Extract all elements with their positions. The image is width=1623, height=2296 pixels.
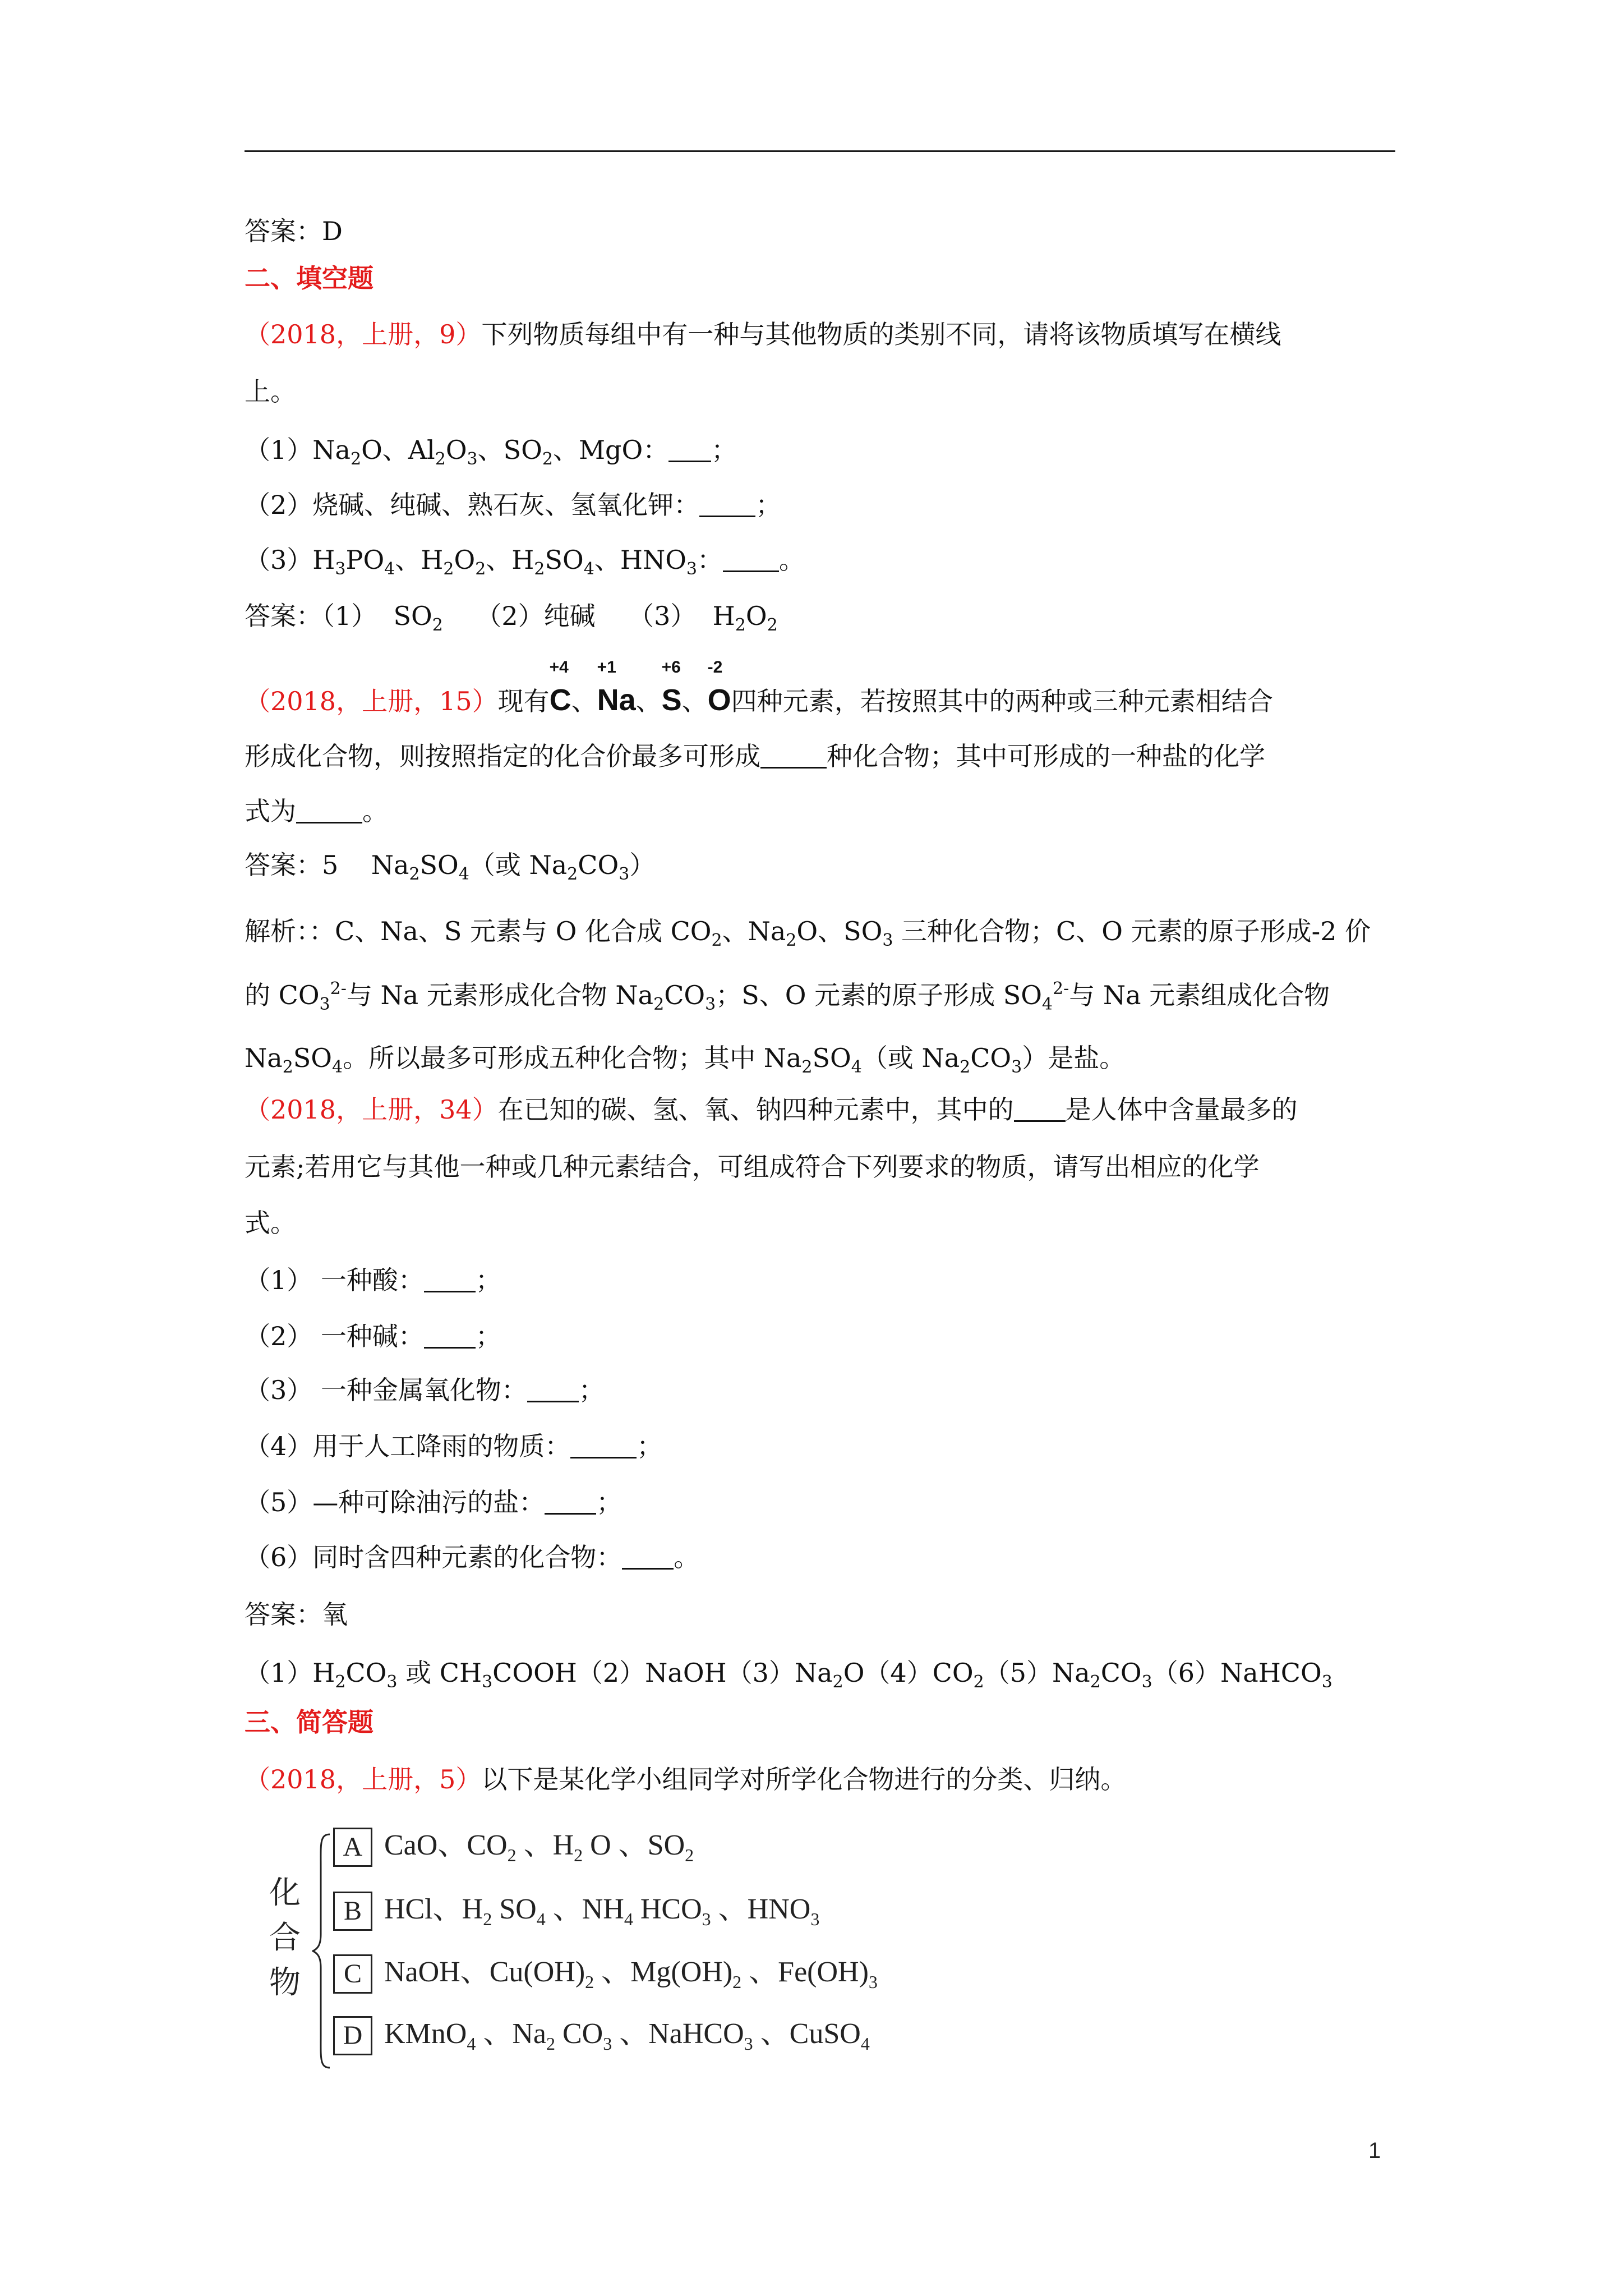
element-s: +6 S	[661, 658, 682, 717]
blank[interactable]	[760, 742, 827, 769]
q3-answer: 答案：氧	[245, 1599, 348, 1630]
q3-answer-detail: $(1)H_2CO_3$ 或 $CH_3COOH(2)NaOH(3)Na_2O(4)CO_2(5)Na_2CO_3(6)NaHCO_3$	[245, 1658, 1332, 1692]
q2-stem-line2: 形成化合物，则按照指定的化合价最多可形成 种化合物；其中可形成的一种盐的化学	[245, 741, 1265, 771]
element-na: +1 Na	[597, 658, 636, 717]
q4-stem: （2018，上册，5）以下是某化学小组同学对所学化合物进行的分类、归纳。	[245, 1764, 1127, 1795]
q2-analysis-line1: 解析：：C、Na、S 元素与 O 化合成 $CO_2$、$Na_2O$、$SO_3$ 三种化合物；C、O 元素的原子形成-2 价	[245, 916, 1371, 950]
page-number: 1	[1368, 2138, 1381, 2163]
blank[interactable]	[545, 1488, 596, 1515]
q3-item5: （5）—种可除油污的盐： ；	[245, 1487, 623, 1517]
q3-item3: （3） 一种金属氧化物： ；	[245, 1375, 605, 1405]
header-rule	[245, 150, 1395, 152]
compound-classification-figure	[269, 1822, 886, 2074]
section3-title: 三、简答题	[245, 1707, 374, 1737]
q1-item2: （2）烧碱、纯碱、熟石灰、氢氧化钾： ；	[245, 490, 782, 520]
blank[interactable]	[424, 1322, 476, 1349]
q3-stem-line1: （2018，上册，34）在已知的碳、氢、氧、钠四种元素中，其中的 是人体中含量最多的	[245, 1094, 1298, 1125]
category-d-box: D	[333, 2016, 372, 2055]
element-c: +4 C	[549, 658, 571, 717]
category-a-formulas: CaO、$CO_2$ 、$H_2$ O 、$SO_2$	[384, 1829, 694, 1865]
q1-stem: 下列物质每组中有一种与其他物质的类别不同，请将该物质填写在横线	[481, 319, 1281, 349]
q4-source: （2018，上册，5）	[245, 1764, 482, 1795]
prev-answer: 答案：D	[245, 216, 343, 246]
blank[interactable]	[1014, 1096, 1066, 1122]
blank[interactable]	[699, 491, 755, 517]
q3-item2: （2） 一种碱： ；	[245, 1321, 501, 1351]
q3-stem-line3: 式。	[245, 1208, 296, 1238]
q1-item3: $(3)H_3PO_4$、$H_2O_2$、$H_2SO_4$、$HNO_3$： 。	[245, 545, 805, 579]
q2-stem-line1: （2018，上册，15）现有 +4 C、 +1 Na、 +6 S、 -2 O四种元素，若按照其中的两种或三种元素相结合	[245, 658, 1273, 717]
q1-source: （2018，上册，9）	[245, 319, 482, 349]
section2-title: 二、填空题	[245, 263, 374, 293]
blank[interactable]	[424, 1266, 476, 1292]
q1-stem-line1	[245, 318, 1281, 351]
q1-stem-line2: 上。	[245, 376, 296, 407]
q2-analysis-line3: $Na_2SO_4$。所以最多可形成五种化合物；其中 $Na_2SO_4$（或 $Na_2CO_3$）是盐。	[245, 1043, 1126, 1077]
element-o: -2 O	[707, 658, 731, 717]
blank[interactable]	[668, 436, 711, 462]
category-d-formulas: KMnO$_4$ 、$Na_2$ $CO_3$ 、NaHCO$_3$ 、CuSO$_4$	[384, 2018, 870, 2054]
q2-analysis-line2: 的 $CO_3^{2-}$与 Na 元素形成化合物 $Na_2CO_3$；S、O 元素的原子形成 $SO_4^{2-}$与 Na 元素组成化合物	[245, 979, 1330, 1014]
group-label-char: 物	[269, 1964, 301, 2001]
blank[interactable]	[527, 1376, 579, 1402]
category-a-box: A	[333, 1828, 372, 1867]
category-c-box: C	[333, 1954, 372, 1994]
group-label-char: 化	[269, 1875, 301, 1911]
q2-stem-line3: 式为 。	[245, 796, 388, 826]
q3-item1: （1） 一种酸： ；	[245, 1265, 501, 1295]
q3-source: （2018，上册，34）	[245, 1094, 498, 1125]
q1-answer: 答案：（1） $SO_2$ （2）纯碱 （3） $H_2O_2$	[245, 601, 778, 635]
category-b-box: B	[333, 1892, 372, 1931]
curly-brace-icon	[312, 1833, 334, 2069]
category-c-formulas: NaOH、$Cu(OH)_2$ 、$Mg(OH)_2$ 、$Fe(OH)_3$	[384, 1956, 878, 1992]
q2-answer: 答案：5 $Na_2SO_4$（或 $Na_2CO_3$）	[245, 850, 656, 884]
category-b-formulas: HCl、$H_2$ $SO_4$ 、$NH_4$ $HCO_3$ 、$HNO_3$	[384, 1893, 820, 1929]
q3-stem-line2: 元素;若用它与其他一种或几种元素结合，可组成符合下列要求的物质，请写出相应的化学	[245, 1152, 1260, 1182]
blank[interactable]	[622, 1543, 674, 1570]
group-label-char: 合	[269, 1920, 301, 1956]
blank[interactable]	[296, 797, 362, 823]
q2-source: （2018，上册，15）	[245, 686, 498, 716]
q1-item1: $(1)Na_2O$、$Al_2O_3$、$SO_2$、MgO： ；	[245, 435, 737, 469]
blank[interactable]	[570, 1432, 637, 1458]
q3-item6: （6）同时含四种元素的化合物： 。	[245, 1542, 700, 1572]
blank[interactable]	[723, 546, 779, 572]
q3-item4: （4）用于人工降雨的物质： ；	[245, 1431, 663, 1461]
